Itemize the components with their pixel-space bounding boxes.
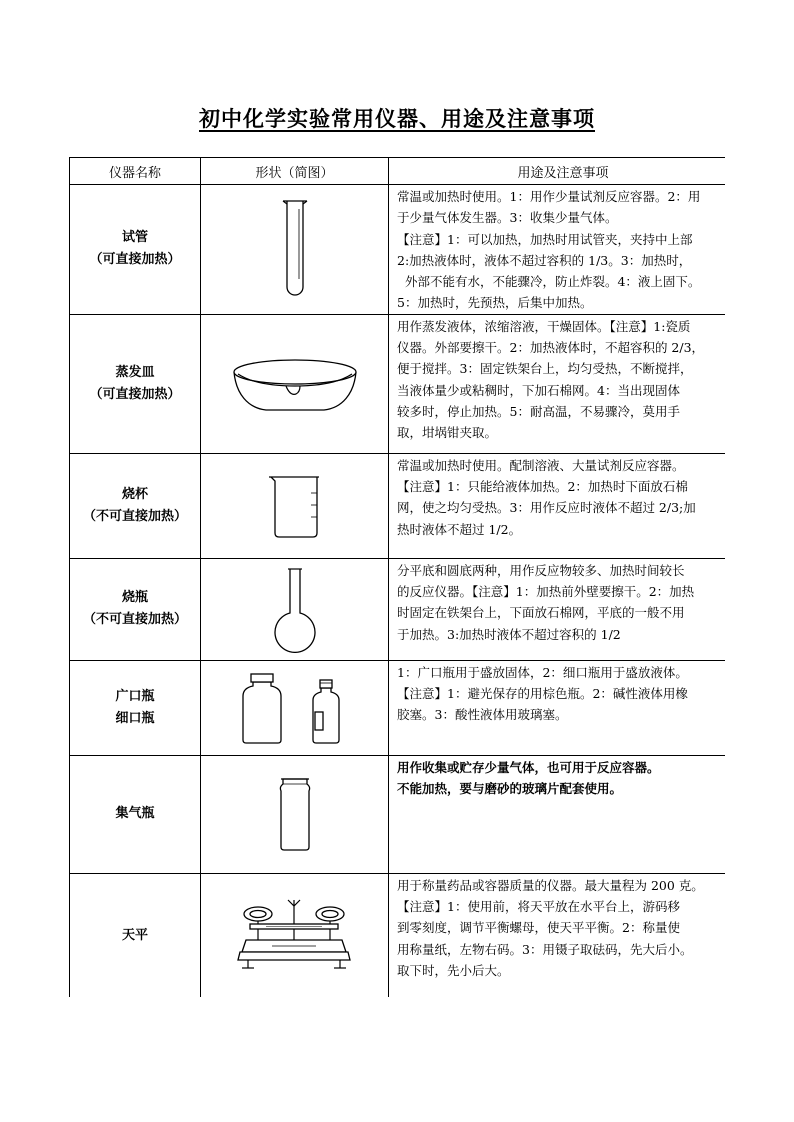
- header-usage: 用途及注意事项: [389, 158, 726, 185]
- usage-cell: 分平底和圆底两种，用作反应物较多、加热时间较长 的反应仪器。【注意】1：加热前外壁要擦干。2：加热 时固定在铁架台上，下面放石棉网，平底的一般不用 于加热。3:加热时液体不超过容积的 1/2: [389, 558, 726, 660]
- header-shape: 形状（简图）: [201, 158, 389, 185]
- table-row: [70, 755, 726, 873]
- instrument-name: 烧瓶 （不可直接加热）: [70, 558, 201, 660]
- instrument-name: 集气瓶: [70, 755, 201, 873]
- table-header-row: [70, 158, 726, 185]
- instrument-name: 天平: [70, 873, 201, 997]
- usage-cell: 用作收集或贮存少量气体，也可用于反应容器。 不能加热，要与磨砂的玻璃片配套使用。: [389, 755, 726, 873]
- table-row: [70, 185, 726, 315]
- instrument-name: 试管 （可直接加热）: [70, 185, 201, 315]
- test-tube-icon: [275, 195, 315, 303]
- table-row: [70, 558, 726, 660]
- beaker-icon: [267, 471, 323, 541]
- usage-cell: 常温或加热时使用。1：用作少量试剂反应容器。2：用 于少量气体发生器。3：收集少量气体。 【注意】1：可以加热，加热时用试管夹，夹持中上部 2:加热液体时，液体不超过容积的 1/3。3：加热时， 外部不能有水，不能骤冷，防止炸裂。4：液上固下。 5：加热时，先预热，后集中加热。: [389, 185, 726, 315]
- table-row: [70, 660, 726, 755]
- instrument-name: 广口瓶 细口瓶: [70, 660, 201, 755]
- flask-icon: [271, 565, 319, 653]
- page-title: 初中化学实验常用仪器、用途及注意事项: [199, 106, 595, 131]
- instrument-table: [69, 157, 725, 997]
- evaporating-dish-icon: [230, 352, 360, 416]
- usage-cell: 常温或加热时使用。配制溶液、大量试剂反应容器。 【注意】1：只能给液体加热。2：加热时下面放石棉 网，使之均匀受热。3：用作反应时液体不超过 2/3;加 热时液体不超过 1/2。: [389, 453, 726, 558]
- table-row: [70, 314, 726, 453]
- table-row: [70, 453, 726, 558]
- reagent-bottles-icon: [235, 670, 355, 746]
- instrument-name: 蒸发皿 （可直接加热）: [70, 314, 201, 453]
- usage-cell: 1：广口瓶用于盛放固体，2：细口瓶用于盛放液体。 【注意】1：避光保存的用棕色瓶。2：碱性液体用橡 胶塞。3：酸性液体用玻璃塞。: [389, 660, 726, 755]
- balance-icon: [236, 896, 354, 976]
- header-name: 仪器名称: [70, 158, 201, 185]
- usage-cell: 用于称量药品或容器质量的仪器。最大量程为 200 克。 【注意】1：使用前，将天平放在水平台上，游码移 到零刻度，调节平衡螺母，使天平平衡。2：称量使 用称量纸，左物右码。3：用镊子取砝码，先大后小。 取下时，先小后大。: [389, 873, 726, 997]
- table-row: [70, 873, 726, 997]
- usage-cell: 用作蒸发液体，浓缩溶液，干燥固体。【注意】1:瓷质 仪器。外部要擦干。2：加热液体时，不超容积的 2/3， 便于搅拌。3：固定铁架台上，均匀受热，不断搅拌， 当液体量少或粘稠时，下加石棉网。4：当出现固体 较多时，停止加热。5：耐高温，不易骤冷，莫用手 取，坩埚钳夹取。: [389, 314, 726, 453]
- gas-jar-icon: [275, 775, 315, 853]
- instrument-name: 烧杯 （不可直接加热）: [70, 453, 201, 558]
